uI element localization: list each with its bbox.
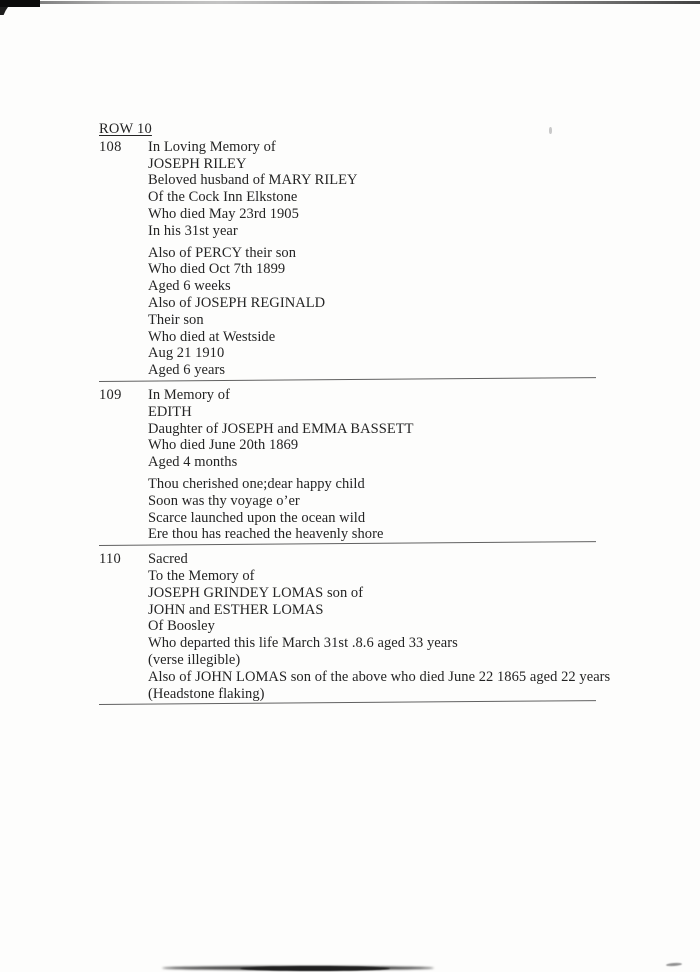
inscription-line: Ere thou has reached the heavenly shore: [148, 526, 384, 543]
inscription-line: (verse illegible): [148, 651, 241, 668]
inscription-line: Aged 6 weeks: [148, 278, 231, 295]
inscription-line: In Memory of: [148, 386, 230, 403]
inscription-line: Beloved husband of MARY RILEY: [148, 172, 358, 189]
inscription-line: Scarce launched upon the ocean wild: [148, 509, 366, 526]
inscription-line: (Headstone flaking): [148, 685, 265, 702]
inscription-line: In Loving Memory of: [148, 138, 276, 155]
scan-tick-bottom-right: [666, 962, 682, 966]
inscription-line: Daughter of JOSEPH and EMMA BASSETT: [148, 420, 414, 437]
inscription-line: Aug 21 1910: [148, 345, 225, 362]
inscription-line: Sacred: [148, 551, 188, 568]
scan-edge-top-line: [34, 1, 700, 4]
inscription-line: Who died Oct 7th 1899: [148, 261, 286, 278]
inscription-line: Of the Cock Inn Elkstone: [148, 189, 298, 206]
inscription-line: Who departed this life March 31st .8.6 aged 33 years: [148, 635, 458, 652]
memorial-entry: [99, 139, 669, 379]
scan-corner-tick: [0, 7, 8, 15]
inscription-line: Of Boosley: [148, 618, 215, 635]
inscription-line: Also of JOHN LOMAS son of the above who died June 22 1865 aged 22 years: [148, 668, 611, 685]
entry-lines: [148, 139, 669, 379]
inscription-line: Also of PERCY their son: [148, 244, 297, 261]
inscription-line: Who died May 23rd 1905: [148, 205, 299, 222]
inscription-line: Aged 6 years: [148, 362, 226, 379]
entry-lines: [148, 551, 669, 702]
inscription-line: Also of JOSEPH REGINALD: [148, 294, 326, 311]
scan-smudge-bottom-core: [240, 966, 390, 971]
inscription-line: To the Memory of: [148, 567, 255, 584]
inscription-line: JOSEPH GRINDEY LOMAS son of: [148, 584, 364, 601]
page-content: [99, 121, 669, 710]
entry-lines: [148, 387, 669, 543]
entry-number: 109: [99, 386, 122, 403]
inscription-line: Who died at Westside: [148, 328, 276, 345]
inscription-line: Soon was thy voyage o’er: [148, 492, 300, 509]
inscription-line: EDITH: [148, 403, 192, 420]
entry-number: 108: [99, 138, 122, 155]
memorial-entries: [99, 139, 669, 706]
memorial-entry: [99, 387, 669, 543]
memorial-entry: [99, 551, 669, 702]
inscription-line: Thou cherished one;dear happy child: [148, 475, 365, 492]
inscription-line: Who died June 20th 1869: [148, 437, 299, 454]
inscription-line: Their son: [148, 311, 204, 328]
inscription-line: JOHN and ESTHER LOMAS: [148, 601, 324, 618]
inscription-line: JOSEPH RILEY: [148, 155, 247, 172]
row-header: ROW 10: [99, 121, 152, 137]
scan-corner-mark: [0, 0, 40, 7]
inscription-line: In his 31st year: [148, 222, 238, 239]
inscription-line: Aged 4 months: [148, 454, 238, 471]
entry-number: 110: [99, 551, 122, 568]
